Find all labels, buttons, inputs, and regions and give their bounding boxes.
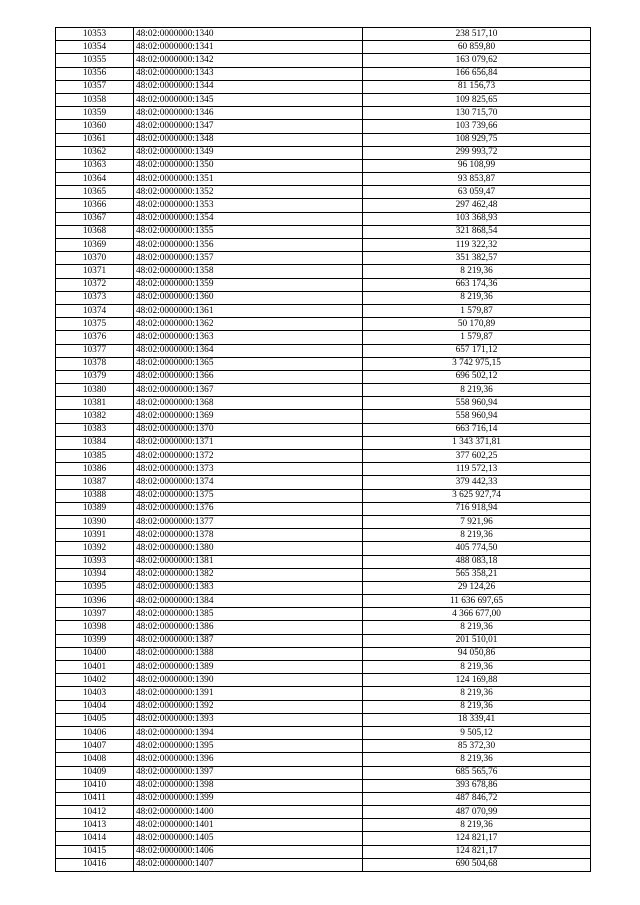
- value-cell: 50 170,89: [363, 318, 591, 331]
- value-cell: 696 502,12: [363, 370, 591, 383]
- value-cell: 8 219,36: [363, 529, 591, 542]
- value-cell: 85 372,30: [363, 740, 591, 753]
- cadastral-number-cell: 48:02:0000000:1398: [134, 779, 363, 792]
- row-number-cell: 10375: [56, 318, 134, 331]
- cadastral-number-cell: 48:02:0000000:1369: [134, 410, 363, 423]
- row-number-cell: 10370: [56, 252, 134, 265]
- row-number-cell: 10381: [56, 397, 134, 410]
- row-number-cell: 10413: [56, 819, 134, 832]
- table-row: [56, 28, 591, 41]
- table-row: [56, 67, 591, 80]
- cadastral-number-cell: 48:02:0000000:1380: [134, 542, 363, 555]
- table-row: [56, 318, 591, 331]
- value-cell: 1 579,87: [363, 304, 591, 317]
- cadastral-number-cell: 48:02:0000000:1349: [134, 146, 363, 159]
- cadastral-number-cell: 48:02:0000000:1343: [134, 67, 363, 80]
- value-cell: 321 868,54: [363, 225, 591, 238]
- table-row: [56, 265, 591, 278]
- table-row: [56, 173, 591, 186]
- value-cell: 130 715,70: [363, 107, 591, 120]
- cadastral-number-cell: 48:02:0000000:1346: [134, 107, 363, 120]
- cadastral-number-cell: 48:02:0000000:1350: [134, 159, 363, 172]
- value-cell: 4 366 677,00: [363, 608, 591, 621]
- table-row: [56, 423, 591, 436]
- value-cell: 8 219,36: [363, 384, 591, 397]
- row-number-cell: 10399: [56, 634, 134, 647]
- cadastral-number-cell: 48:02:0000000:1390: [134, 674, 363, 687]
- cadastral-number-cell: 48:02:0000000:1351: [134, 173, 363, 186]
- cadastral-number-cell: 48:02:0000000:1407: [134, 858, 363, 871]
- value-cell: 29 124,26: [363, 581, 591, 594]
- row-number-cell: 10398: [56, 621, 134, 634]
- table-row: [56, 740, 591, 753]
- value-cell: 377 602,25: [363, 450, 591, 463]
- cadastral-number-cell: 48:02:0000000:1376: [134, 502, 363, 515]
- row-number-cell: 10388: [56, 489, 134, 502]
- value-cell: 565 358,21: [363, 568, 591, 581]
- row-number-cell: 10410: [56, 779, 134, 792]
- table-row: [56, 792, 591, 805]
- cadastral-number-cell: 48:02:0000000:1360: [134, 291, 363, 304]
- row-number-cell: 10363: [56, 159, 134, 172]
- table-row: [56, 515, 591, 528]
- value-cell: 163 079,62: [363, 54, 591, 67]
- cadastral-number-cell: 48:02:0000000:1381: [134, 555, 363, 568]
- cadastral-number-cell: 48:02:0000000:1386: [134, 621, 363, 634]
- value-cell: 379 442,33: [363, 476, 591, 489]
- table-row: [56, 397, 591, 410]
- cadastral-number-cell: 48:02:0000000:1365: [134, 357, 363, 370]
- value-cell: 60 859,80: [363, 41, 591, 54]
- table-row: [56, 713, 591, 726]
- table-row: [56, 252, 591, 265]
- cadastral-number-cell: 48:02:0000000:1405: [134, 832, 363, 845]
- value-cell: 81 156,73: [363, 80, 591, 93]
- row-number-cell: 10402: [56, 674, 134, 687]
- table-row: [56, 80, 591, 93]
- row-number-cell: 10376: [56, 331, 134, 344]
- table-row: [56, 41, 591, 54]
- table-row: [56, 212, 591, 225]
- table-row: [56, 159, 591, 172]
- row-number-cell: 10368: [56, 225, 134, 238]
- table-row: [56, 370, 591, 383]
- table-row: [56, 766, 591, 779]
- table-row: [56, 410, 591, 423]
- row-number-cell: 10390: [56, 515, 134, 528]
- cadastral-number-cell: 48:02:0000000:1372: [134, 450, 363, 463]
- row-number-cell: 10364: [56, 173, 134, 186]
- value-cell: 1 579,87: [363, 331, 591, 344]
- cadastral-number-cell: 48:02:0000000:1382: [134, 568, 363, 581]
- table-row: [56, 331, 591, 344]
- value-cell: 18 339,41: [363, 713, 591, 726]
- value-cell: 405 774,50: [363, 542, 591, 555]
- value-cell: 558 960,94: [363, 397, 591, 410]
- table-row: [56, 278, 591, 291]
- row-number-cell: 10382: [56, 410, 134, 423]
- row-number-cell: 10406: [56, 726, 134, 739]
- cadastral-number-cell: 48:02:0000000:1359: [134, 278, 363, 291]
- value-cell: 63 059,47: [363, 186, 591, 199]
- table-row: [56, 806, 591, 819]
- cadastral-number-cell: 48:02:0000000:1406: [134, 845, 363, 858]
- table-row: [56, 700, 591, 713]
- value-cell: 663 716,14: [363, 423, 591, 436]
- value-cell: 297 462,48: [363, 199, 591, 212]
- value-cell: 124 821,17: [363, 845, 591, 858]
- table-row: [56, 502, 591, 515]
- table-row: [56, 581, 591, 594]
- cadastral-number-cell: 48:02:0000000:1392: [134, 700, 363, 713]
- table-row: [56, 344, 591, 357]
- row-number-cell: 10387: [56, 476, 134, 489]
- row-number-cell: 10391: [56, 529, 134, 542]
- value-cell: 103 739,66: [363, 120, 591, 133]
- row-number-cell: 10400: [56, 647, 134, 660]
- value-cell: 663 174,36: [363, 278, 591, 291]
- table-row: [56, 436, 591, 449]
- value-cell: 124 821,17: [363, 832, 591, 845]
- cadastral-number-cell: 48:02:0000000:1357: [134, 252, 363, 265]
- row-number-cell: 10385: [56, 450, 134, 463]
- row-number-cell: 10416: [56, 858, 134, 871]
- table-row: [56, 54, 591, 67]
- value-cell: 119 322,32: [363, 239, 591, 252]
- row-number-cell: 10371: [56, 265, 134, 278]
- table-row: [56, 555, 591, 568]
- row-number-cell: 10378: [56, 357, 134, 370]
- table-row: [56, 661, 591, 674]
- table-row: [56, 608, 591, 621]
- cadastral-number-cell: 48:02:0000000:1391: [134, 687, 363, 700]
- row-number-cell: 10394: [56, 568, 134, 581]
- row-number-cell: 10359: [56, 107, 134, 120]
- cadastral-number-cell: 48:02:0000000:1364: [134, 344, 363, 357]
- cadastral-number-cell: 48:02:0000000:1366: [134, 370, 363, 383]
- row-number-cell: 10358: [56, 93, 134, 106]
- row-number-cell: 10389: [56, 502, 134, 515]
- cadastral-value-table: [55, 27, 591, 872]
- value-cell: 351 382,57: [363, 252, 591, 265]
- cadastral-number-cell: 48:02:0000000:1358: [134, 265, 363, 278]
- cadastral-number-cell: 48:02:0000000:1340: [134, 28, 363, 41]
- cadastral-number-cell: 48:02:0000000:1361: [134, 304, 363, 317]
- cadastral-number-cell: 48:02:0000000:1374: [134, 476, 363, 489]
- table-row: [56, 357, 591, 370]
- row-number-cell: 10415: [56, 845, 134, 858]
- cadastral-number-cell: 48:02:0000000:1356: [134, 239, 363, 252]
- value-cell: 201 510,01: [363, 634, 591, 647]
- table-row: [56, 832, 591, 845]
- value-cell: 8 219,36: [363, 819, 591, 832]
- table-row: [56, 568, 591, 581]
- cadastral-number-cell: 48:02:0000000:1396: [134, 753, 363, 766]
- table-row: [56, 186, 591, 199]
- cadastral-number-cell: 48:02:0000000:1352: [134, 186, 363, 199]
- row-number-cell: 10372: [56, 278, 134, 291]
- table-row: [56, 225, 591, 238]
- value-cell: 8 219,36: [363, 291, 591, 304]
- table-row: [56, 687, 591, 700]
- cadastral-number-cell: 48:02:0000000:1348: [134, 133, 363, 146]
- cadastral-number-cell: 48:02:0000000:1368: [134, 397, 363, 410]
- row-number-cell: 10367: [56, 212, 134, 225]
- cadastral-number-cell: 48:02:0000000:1353: [134, 199, 363, 212]
- cadastral-number-cell: 48:02:0000000:1401: [134, 819, 363, 832]
- table-row: [56, 93, 591, 106]
- value-cell: 166 656,84: [363, 67, 591, 80]
- row-number-cell: 10411: [56, 792, 134, 805]
- cadastral-number-cell: 48:02:0000000:1389: [134, 661, 363, 674]
- row-number-cell: 10408: [56, 753, 134, 766]
- value-cell: 8 219,36: [363, 621, 591, 634]
- value-cell: 657 171,12: [363, 344, 591, 357]
- value-cell: 8 219,36: [363, 700, 591, 713]
- value-cell: 93 853,87: [363, 173, 591, 186]
- cadastral-number-cell: 48:02:0000000:1375: [134, 489, 363, 502]
- value-cell: 11 636 697,65: [363, 595, 591, 608]
- cadastral-number-cell: 48:02:0000000:1345: [134, 93, 363, 106]
- row-number-cell: 10414: [56, 832, 134, 845]
- value-cell: 3 625 927,74: [363, 489, 591, 502]
- value-cell: 487 070,99: [363, 806, 591, 819]
- value-cell: 716 918,94: [363, 502, 591, 515]
- value-cell: 690 504,68: [363, 858, 591, 871]
- cadastral-number-cell: 48:02:0000000:1383: [134, 581, 363, 594]
- table-row: [56, 542, 591, 555]
- row-number-cell: 10361: [56, 133, 134, 146]
- cadastral-number-cell: 48:02:0000000:1370: [134, 423, 363, 436]
- value-cell: 7 921,96: [363, 515, 591, 528]
- table-row: [56, 239, 591, 252]
- row-number-cell: 10397: [56, 608, 134, 621]
- table-row: [56, 726, 591, 739]
- value-cell: 96 108,99: [363, 159, 591, 172]
- table-row: [56, 291, 591, 304]
- row-number-cell: 10373: [56, 291, 134, 304]
- row-number-cell: 10357: [56, 80, 134, 93]
- row-number-cell: 10374: [56, 304, 134, 317]
- cadastral-number-cell: 48:02:0000000:1387: [134, 634, 363, 647]
- table-row: [56, 120, 591, 133]
- row-number-cell: 10380: [56, 384, 134, 397]
- row-number-cell: 10401: [56, 661, 134, 674]
- row-number-cell: 10355: [56, 54, 134, 67]
- table-row: [56, 133, 591, 146]
- row-number-cell: 10369: [56, 239, 134, 252]
- table-row: [56, 146, 591, 159]
- table-body: [56, 28, 591, 872]
- table-row: [56, 304, 591, 317]
- row-number-cell: 10356: [56, 67, 134, 80]
- value-cell: 393 678,86: [363, 779, 591, 792]
- cadastral-number-cell: 48:02:0000000:1355: [134, 225, 363, 238]
- value-cell: 103 368,93: [363, 212, 591, 225]
- row-number-cell: 10383: [56, 423, 134, 436]
- table-row: [56, 845, 591, 858]
- table-row: [56, 384, 591, 397]
- value-cell: 119 572,13: [363, 463, 591, 476]
- cadastral-number-cell: 48:02:0000000:1371: [134, 436, 363, 449]
- cadastral-number-cell: 48:02:0000000:1395: [134, 740, 363, 753]
- cadastral-number-cell: 48:02:0000000:1354: [134, 212, 363, 225]
- table-row: [56, 107, 591, 120]
- row-number-cell: 10365: [56, 186, 134, 199]
- value-cell: 558 960,94: [363, 410, 591, 423]
- table-row: [56, 476, 591, 489]
- table-row: [56, 489, 591, 502]
- table-row: [56, 674, 591, 687]
- table-row: [56, 463, 591, 476]
- cadastral-number-cell: 48:02:0000000:1341: [134, 41, 363, 54]
- cadastral-number-cell: 48:02:0000000:1385: [134, 608, 363, 621]
- value-cell: 108 929,75: [363, 133, 591, 146]
- value-cell: 488 083,18: [363, 555, 591, 568]
- cadastral-number-cell: 48:02:0000000:1363: [134, 331, 363, 344]
- table-row: [56, 634, 591, 647]
- table-row: [56, 858, 591, 871]
- cadastral-number-cell: 48:02:0000000:1377: [134, 515, 363, 528]
- cadastral-number-cell: 48:02:0000000:1394: [134, 726, 363, 739]
- value-cell: 94 050,86: [363, 647, 591, 660]
- table-row: [56, 450, 591, 463]
- cadastral-number-cell: 48:02:0000000:1400: [134, 806, 363, 819]
- value-cell: 8 219,36: [363, 753, 591, 766]
- cadastral-number-cell: 48:02:0000000:1397: [134, 766, 363, 779]
- row-number-cell: 10379: [56, 370, 134, 383]
- value-cell: 299 993,72: [363, 146, 591, 159]
- row-number-cell: 10392: [56, 542, 134, 555]
- table-row: [56, 647, 591, 660]
- row-number-cell: 10393: [56, 555, 134, 568]
- row-number-cell: 10362: [56, 146, 134, 159]
- table-row: [56, 621, 591, 634]
- row-number-cell: 10384: [56, 436, 134, 449]
- table-row: [56, 595, 591, 608]
- row-number-cell: 10404: [56, 700, 134, 713]
- cadastral-number-cell: 48:02:0000000:1393: [134, 713, 363, 726]
- value-cell: 8 219,36: [363, 687, 591, 700]
- table-row: [56, 199, 591, 212]
- row-number-cell: 10395: [56, 581, 134, 594]
- cadastral-number-cell: 48:02:0000000:1362: [134, 318, 363, 331]
- row-number-cell: 10405: [56, 713, 134, 726]
- table-row: [56, 819, 591, 832]
- table-row: [56, 529, 591, 542]
- cadastral-number-cell: 48:02:0000000:1342: [134, 54, 363, 67]
- row-number-cell: 10360: [56, 120, 134, 133]
- row-number-cell: 10412: [56, 806, 134, 819]
- value-cell: 109 825,65: [363, 93, 591, 106]
- value-cell: 238 517,10: [363, 28, 591, 41]
- cadastral-number-cell: 48:02:0000000:1344: [134, 80, 363, 93]
- value-cell: 124 169,88: [363, 674, 591, 687]
- value-cell: 487 846,72: [363, 792, 591, 805]
- row-number-cell: 10403: [56, 687, 134, 700]
- value-cell: 9 505,12: [363, 726, 591, 739]
- cadastral-number-cell: 48:02:0000000:1373: [134, 463, 363, 476]
- cadastral-number-cell: 48:02:0000000:1399: [134, 792, 363, 805]
- value-cell: 1 343 371,81: [363, 436, 591, 449]
- row-number-cell: 10354: [56, 41, 134, 54]
- value-cell: 3 742 975,15: [363, 357, 591, 370]
- value-cell: 8 219,36: [363, 265, 591, 278]
- row-number-cell: 10386: [56, 463, 134, 476]
- cadastral-number-cell: 48:02:0000000:1384: [134, 595, 363, 608]
- row-number-cell: 10409: [56, 766, 134, 779]
- row-number-cell: 10407: [56, 740, 134, 753]
- cadastral-number-cell: 48:02:0000000:1367: [134, 384, 363, 397]
- table-row: [56, 753, 591, 766]
- cadastral-number-cell: 48:02:0000000:1378: [134, 529, 363, 542]
- cadastral-number-cell: 48:02:0000000:1388: [134, 647, 363, 660]
- row-number-cell: 10353: [56, 28, 134, 41]
- row-number-cell: 10396: [56, 595, 134, 608]
- cadastral-number-cell: 48:02:0000000:1347: [134, 120, 363, 133]
- value-cell: 8 219,36: [363, 661, 591, 674]
- value-cell: 685 565,76: [363, 766, 591, 779]
- row-number-cell: 10366: [56, 199, 134, 212]
- row-number-cell: 10377: [56, 344, 134, 357]
- table-row: [56, 779, 591, 792]
